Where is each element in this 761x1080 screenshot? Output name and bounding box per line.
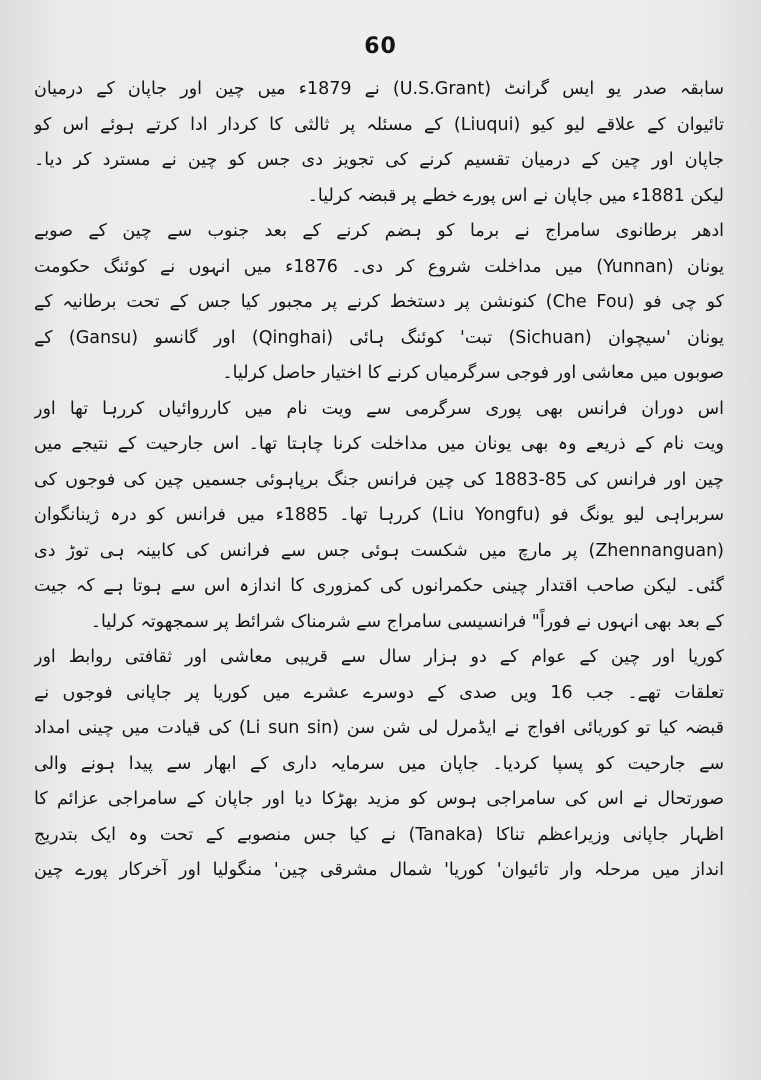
text-line: یونان 'سیچوان (Sichuan) تبت' کوئنگ ہائی (Qinghai) اور گانسو (Gansu) کے [34,327,724,348]
text-line: ادھر برطانوی سامراج نے برما کو ہضم کرنے کے بعد جنوب سے چین کے صوبے [34,221,724,241]
text-line: گئی۔ لیکن صاحب اقتدار چینی حکمرانوں کی کمزوری کا اندازہ اس سے ہوتا ہے کہ جیت [34,576,724,596]
text-line: قبضہ کیا تو کوریائی افواج نے ایڈمرل لی شن سن (Li sun sin) کی قیادت میں چینی امداد [34,718,724,738]
page-number: 60 [364,34,397,59]
text-line: سابقہ صدر یو ایس گرانٹ (U.S.Grant) نے 1879ء میں چین اور جاپان کے درمیان [34,79,724,99]
text-line: سربراہی لیو یونگ فو (Liu Yongfu) کررہا تھا۔ 1885ء میں فرانس کو درہ ژینانگوان [34,505,724,525]
text-line: اس دوران فرانس بھی پوری سرگرمی سے ویت نام میں کارروائیاں کررہا تھا اور [34,398,724,419]
text-line: کوریا اور چین کے عوام کے دو ہزار سال سے قریبی معاشی اور ثقافتی روابط اور [34,647,724,667]
text-line: ویت نام کے ذریعے وہ بھی یونان میں مداخلت کرنا چاہتا تھا۔ اس جارحیت کے نتیجے میں [34,434,724,454]
text-line: چین اور فرانس کی 85-1883 کی چین فرانس جنگ برپاہوئی جسمیں چین کی فوجوں کی [34,469,724,490]
text-line: صوبوں میں معاشی اور فوجی سرگرمیاں کرنے کا اختیار حاصل کرلیا۔ [222,363,724,383]
urdu-text-body [34,72,724,889]
text-line: اظہار جاپانی وزیراعظم تناکا (Tanaka) نے کیا جس منصوبے کے تحت وہ ایک بتدریج [34,824,724,845]
text-line: کے بعد بھی انہوں نے فوراً" فرانسیسی سامراج سے شرمناک شرائط پر سمجھوتہ کرلیا۔ [90,611,724,632]
text-line: تائیوان کے علاقے لیو کیو (Liuqui) کے مسئلہ پر ثالثی کا کردار ادا کرتے ہوئے اس کو [34,114,724,135]
text-line: صورتحال نے اس کی سامراجی ہوس کو مزید بھڑکا دیا اور جاپان کے سامراجی عزائم کا [34,789,724,809]
text-line: جاپان اور چین کے درمیان تقسیم کرنے کی تجویز دی جس کو چین نے مسترد کر دیا۔ [34,150,724,170]
text-line: انداز میں مرحلہ وار تائیوان' کوریا' شمال مشرقی چین' منگولیا اور آخرکار پورے چین [34,860,724,880]
text-line: کو چی فو (Che Fou) کنونشن پر دستخط کرنے پر مجبور کیا جس کے تحت برطانیہ کے [34,292,724,312]
text-line: لیکن 1881ء میں جاپان نے اس پورے خطے پر قبضہ کرلیا۔ [307,185,724,206]
text-line: یونان (Yunnan) میں مداخلت شروع کر دی۔ 1876ء میں انہوں نے کوئنگ حکومت [34,256,724,277]
text-line: (Zhennanguan) پر مارچ میں شکست ہوئی جس سے فرانس کی کابینہ ہی توڑ دی [34,540,724,561]
text-line: تعلقات تھے۔ جب 16 ویں صدی کے دوسرے عشرے میں کوریا پر جاپانی فوجوں نے [34,682,724,703]
text-line: سے جارحیت کو پسپا کردیا۔ جاپان میں سرمایہ داری کے ابھار سے پیدا ہونے والی [34,753,724,774]
